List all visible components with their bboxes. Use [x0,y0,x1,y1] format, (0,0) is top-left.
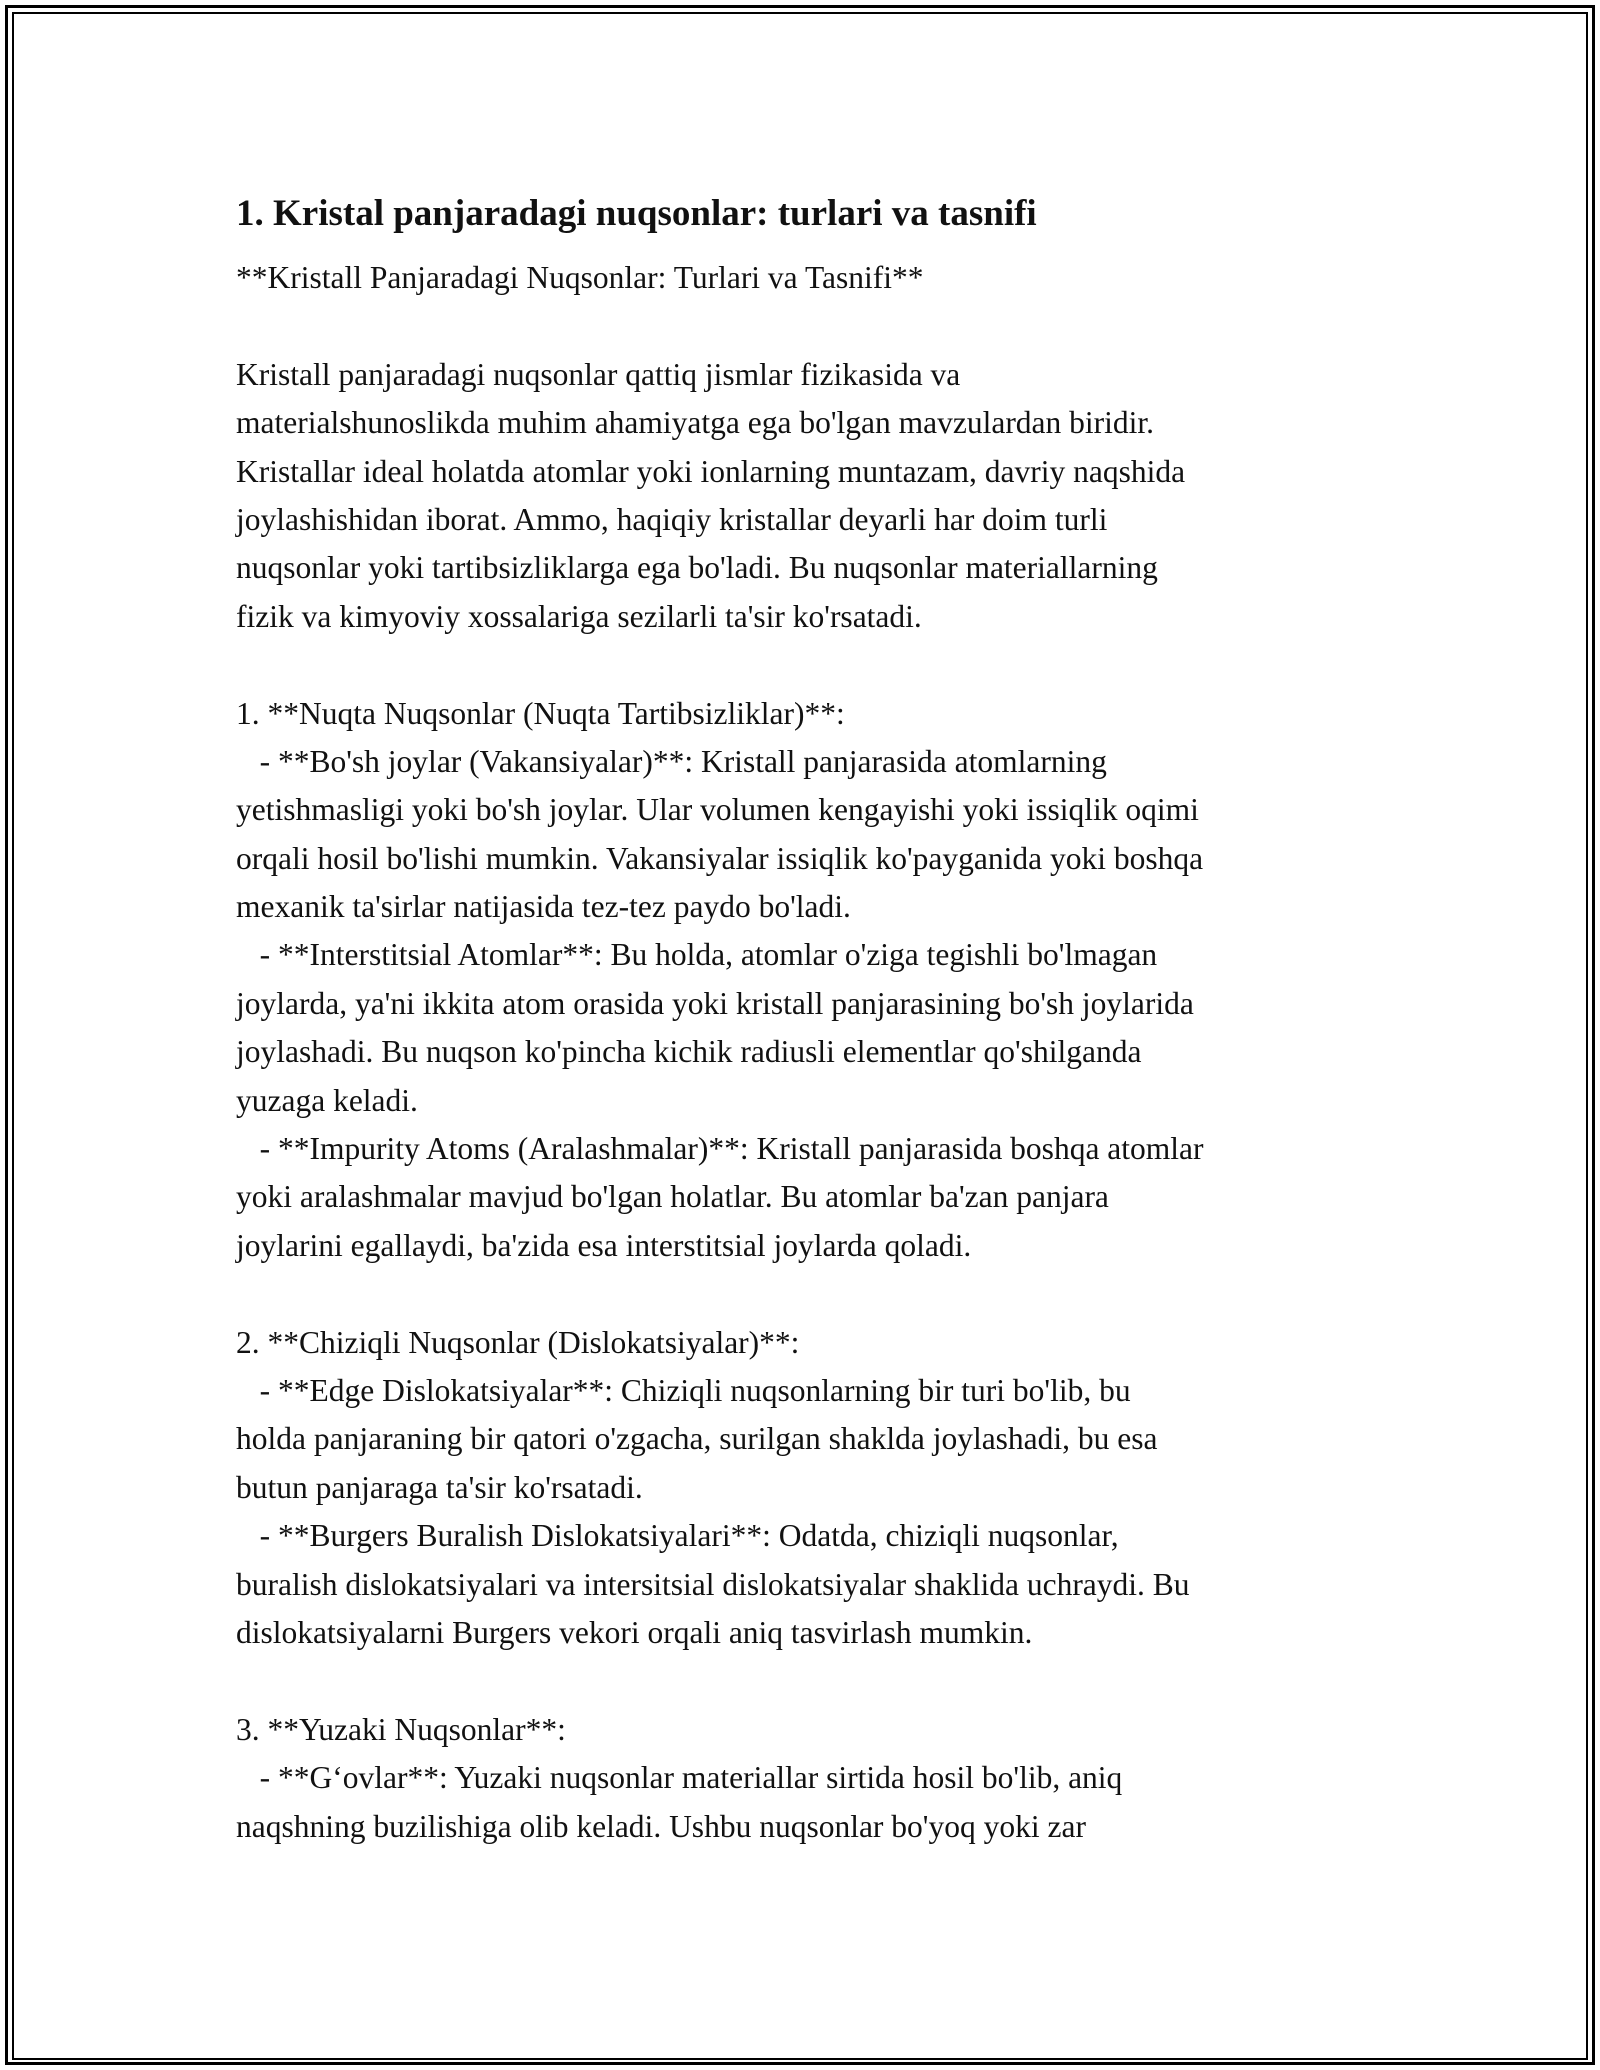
text-line: nuqsonlar yoki tartibsizliklarga ega bo'ladi. Bu nuqsonlar materiallarning [236,550,1158,586]
text-line [236,302,1366,350]
text-line: yetishmasligi yoki bo'sh joylar. Ular volumen kengayishi yoki issiqlik oqimi [236,792,1199,828]
text-line: - **Edge Dislokatsiyalar**: Chiziqli nuqsonlarning bir turi bo'lib, bu [236,1372,1131,1408]
text-line: Kristallar ideal holatda atomlar yoki ionlarning muntazam, davriy naqshida [236,453,1186,489]
document-body [236,186,1366,1851]
text-line: yoki aralashmalar mavjud bo'lgan holatlar. Bu atomlar ba'zan panjara [236,1179,1109,1215]
text-line: buralish dislokatsiyalari va intersitsial dislokatsiyalar shaklida uchraydi. Bu [236,1566,1190,1602]
text-line: 3. **Yuzaki Nuqsonlar**: [236,1711,566,1747]
text-line: - **Burgers Buralish Dislokatsiyalari**: Odatda, chiziqli nuqsonlar, [236,1518,1119,1554]
document-text [236,254,1366,1851]
text-line: mexanik ta'sirlar natijasida tez-tez paydo bo'ladi. [236,889,851,925]
document-title: 1. Kristal panjaradagi nuqsonlar: turlari va tasnifi [236,193,1037,234]
text-line: materialshunoslikda muhim ahamiyatga ega bo'lgan mavzulardan biridir. [236,405,1155,441]
text-line: holda panjaraning bir qatori o'zgacha, surilgan shaklda joylashadi, bu esa [236,1421,1158,1457]
text-line: joylashishidan iborat. Ammo, haqiqiy kristallar deyarli har doim turli [236,501,1108,537]
text-line: dislokatsiyalarni Burgers vekori orqali aniq tasvirlash mumkin. [236,1614,1033,1650]
text-line: butun panjaraga ta'sir ko'rsatadi. [236,1469,643,1505]
text-line: 1. **Nuqta Nuqsonlar (Nuqta Tartibsizliklar)**: [236,695,845,731]
text-line: orqali hosil bo'lishi mumkin. Vakansiyalar issiqlik ko'payganida yoki boshqa [236,840,1204,876]
text-line: - **Bo'sh joylar (Vakansiyalar)**: Kristall panjarasida atomlarning [236,743,1107,779]
text-line: - **Impurity Atoms (Aralashmalar)**: Kristall panjarasida boshqa atomlar [236,1131,1204,1167]
text-line: fizik va kimyoviy xossalariga sezilarli ta'sir ko'rsatadi. [236,598,922,634]
text-line: **Kristall Panjaradagi Nuqsonlar: Turlari va Tasnifi** [236,260,924,295]
text-line [236,641,1366,689]
text-line: joylarda, ya'ni ikkita atom orasida yoki kristall panjarasining bo'sh joylarida [236,985,1194,1021]
text-line: joylarini egallaydi, ba'zida esa interstitsial joylarda qoladi. [236,1227,972,1263]
text-line [236,1657,1366,1705]
text-line: Kristall panjaradagi nuqsonlar qattiq jismlar fizikasida va [236,356,961,392]
text-line: naqshning buzilishiga olib keladi. Ushbu nuqsonlar bo'yoq yoki zar [236,1808,1086,1844]
text-line: yuzaga keladi. [236,1082,418,1118]
text-line: 2. **Chiziqli Nuqsonlar (Dislokatsiyalar)**: [236,1324,800,1360]
text-line: - **Interstitsial Atomlar**: Bu holda, atomlar o'ziga tegishli bo'lmagan [236,937,1158,973]
text-line: - **G‘ovlar**: Yuzaki nuqsonlar materiallar sirtida hosil bo'lib, aniq [236,1760,1123,1796]
text-line: joylashadi. Bu nuqson ko'pincha kichik radiusli elementlar qo'shilganda [236,1034,1142,1070]
text-line [236,1270,1366,1318]
